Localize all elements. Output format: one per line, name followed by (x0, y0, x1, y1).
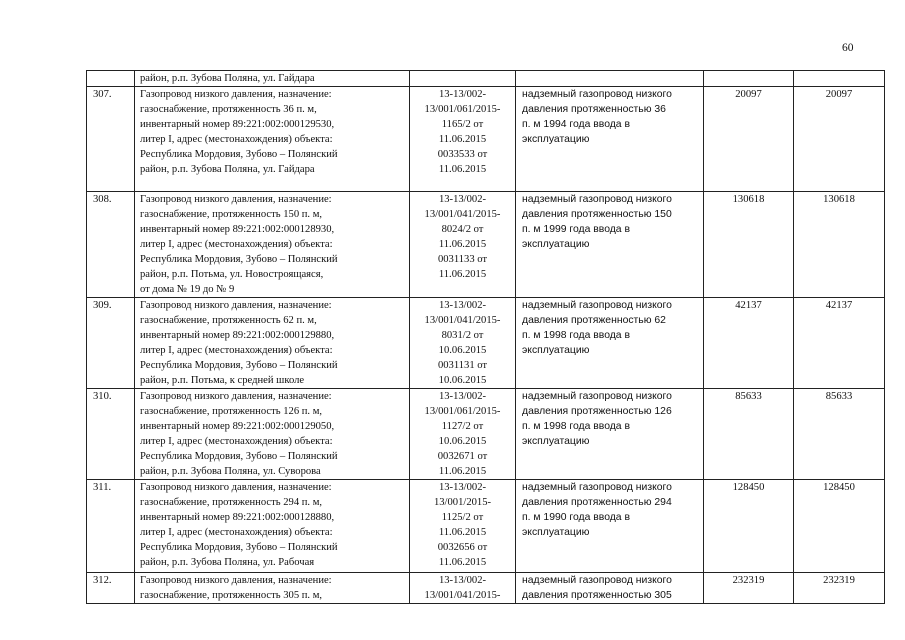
row-value-1: 85633 (704, 389, 794, 480)
row-value-1: 42137 (704, 298, 794, 389)
page-number: 60 (842, 42, 854, 54)
row-registration: 13-13/002- 13/001/041/2015- 8031/2 от 10.06.2015 0031131 от 10.06.2015 (410, 298, 516, 389)
row-registration: 13-13/002- 13/001/041/2015- (410, 573, 516, 604)
row-number: 309. (87, 298, 135, 389)
row-number: 310. (87, 389, 135, 480)
row-description: Газопровод низкого давления, назначение: газоснабжение, протяженность 294 п. м, инвентарный номер 89:221:002:000128880, литер I, адрес (местонахождения) объекта: Республика Мордовия, Зубово – Полянский район, р.п. Зубова Поляна, ул. Рабочая (135, 480, 410, 573)
row-number: 311. (87, 480, 135, 573)
row-value-1 (704, 71, 794, 87)
row-registration (410, 71, 516, 87)
row-description: Газопровод низкого давления, назначение: газоснабжение, протяженность 150 п. м, инвентарный номер 89:221:002:000128930, литер I, адрес (местонахождения) объекта: Республика Мордовия, Зубово – Полянский район, р.п. Потьма, ул. Новостроящаяся, от дома № 19 до № 9 (135, 192, 410, 298)
row-description: Газопровод низкого давления, назначение: газоснабжение, протяженность 126 п. м, инвентарный номер 89:221:002:000129050, литер I, адрес (местонахождения) объекта: Республика Мордовия, Зубово – Полянский район, р.п. Зубова Поляна, ул. Суворова (135, 389, 410, 480)
row-description: Газопровод низкого давления, назначение: газоснабжение, протяженность 62 п. м, инвентарный номер 89:221:002:000129880, литер I, адрес (местонахождения) объекта: Республика Мордовия, Зубово – Полянский район, р.п. Потьма, к средней школе (135, 298, 410, 389)
row-number: 307. (87, 87, 135, 192)
row-note: надземный газопровод низкого давления протяженностью 294 п. м 1990 года ввода в эксплуатацию (516, 480, 704, 573)
row-number: 312. (87, 573, 135, 604)
row-value-1: 128450 (704, 480, 794, 573)
table-row (87, 480, 885, 573)
table-row (87, 298, 885, 389)
row-note (516, 71, 704, 87)
row-registration: 13-13/002- 13/001/041/2015- 8024/2 от 11.06.2015 0031133 от 11.06.2015 (410, 192, 516, 298)
row-note: надземный газопровод низкого давления протяженностью 305 (516, 573, 704, 604)
row-description: район, р.п. Зубова Поляна, ул. Гайдара (135, 71, 410, 87)
row-note: надземный газопровод низкого давления протяженностью 126 п. м 1998 года ввода в эксплуатацию (516, 389, 704, 480)
row-value-1: 20097 (704, 87, 794, 192)
row-registration: 13-13/002- 13/001/061/2015- 1165/2 от 11.06.2015 0033533 от 11.06.2015 (410, 87, 516, 192)
table-row-continuation (87, 71, 885, 87)
row-value-1: 130618 (704, 192, 794, 298)
row-description: Газопровод низкого давления, назначение: газоснабжение, протяженность 305 п. м, (135, 573, 410, 604)
row-value-2: 20097 (794, 87, 885, 192)
table-row (87, 87, 885, 192)
row-note: надземный газопровод низкого давления протяженностью 150 п. м 1999 года ввода в эксплуатацию (516, 192, 704, 298)
row-value-2 (794, 71, 885, 87)
row-note: надземный газопровод низкого давления протяженностью 36 п. м 1994 года ввода в эксплуатацию (516, 87, 704, 192)
row-number: 308. (87, 192, 135, 298)
table-row (87, 192, 885, 298)
row-description: Газопровод низкого давления, назначение: газоснабжение, протяженность 36 п. м, инвентарный номер 89:221:002:000129530, литер I, адрес (местонахождения) объекта: Республика Мордовия, Зубово – Полянский район, р.п. Зубова Поляна, ул. Гайдара (135, 87, 410, 192)
row-value-1: 232319 (704, 573, 794, 604)
row-note: надземный газопровод низкого давления протяженностью 62 п. м 1998 года ввода в эксплуатацию (516, 298, 704, 389)
row-value-2: 42137 (794, 298, 885, 389)
row-value-2: 130618 (794, 192, 885, 298)
row-value-2: 232319 (794, 573, 885, 604)
row-registration: 13-13/002- 13/001/2015- 1125/2 от 11.06.2015 0032656 от 11.06.2015 (410, 480, 516, 573)
row-value-2: 85633 (794, 389, 885, 480)
row-value-2: 128450 (794, 480, 885, 573)
property-table (86, 70, 885, 604)
table-row (87, 389, 885, 480)
table-row (87, 573, 885, 604)
row-registration: 13-13/002- 13/001/061/2015- 1127/2 от 10.06.2015 0032671 от 11.06.2015 (410, 389, 516, 480)
